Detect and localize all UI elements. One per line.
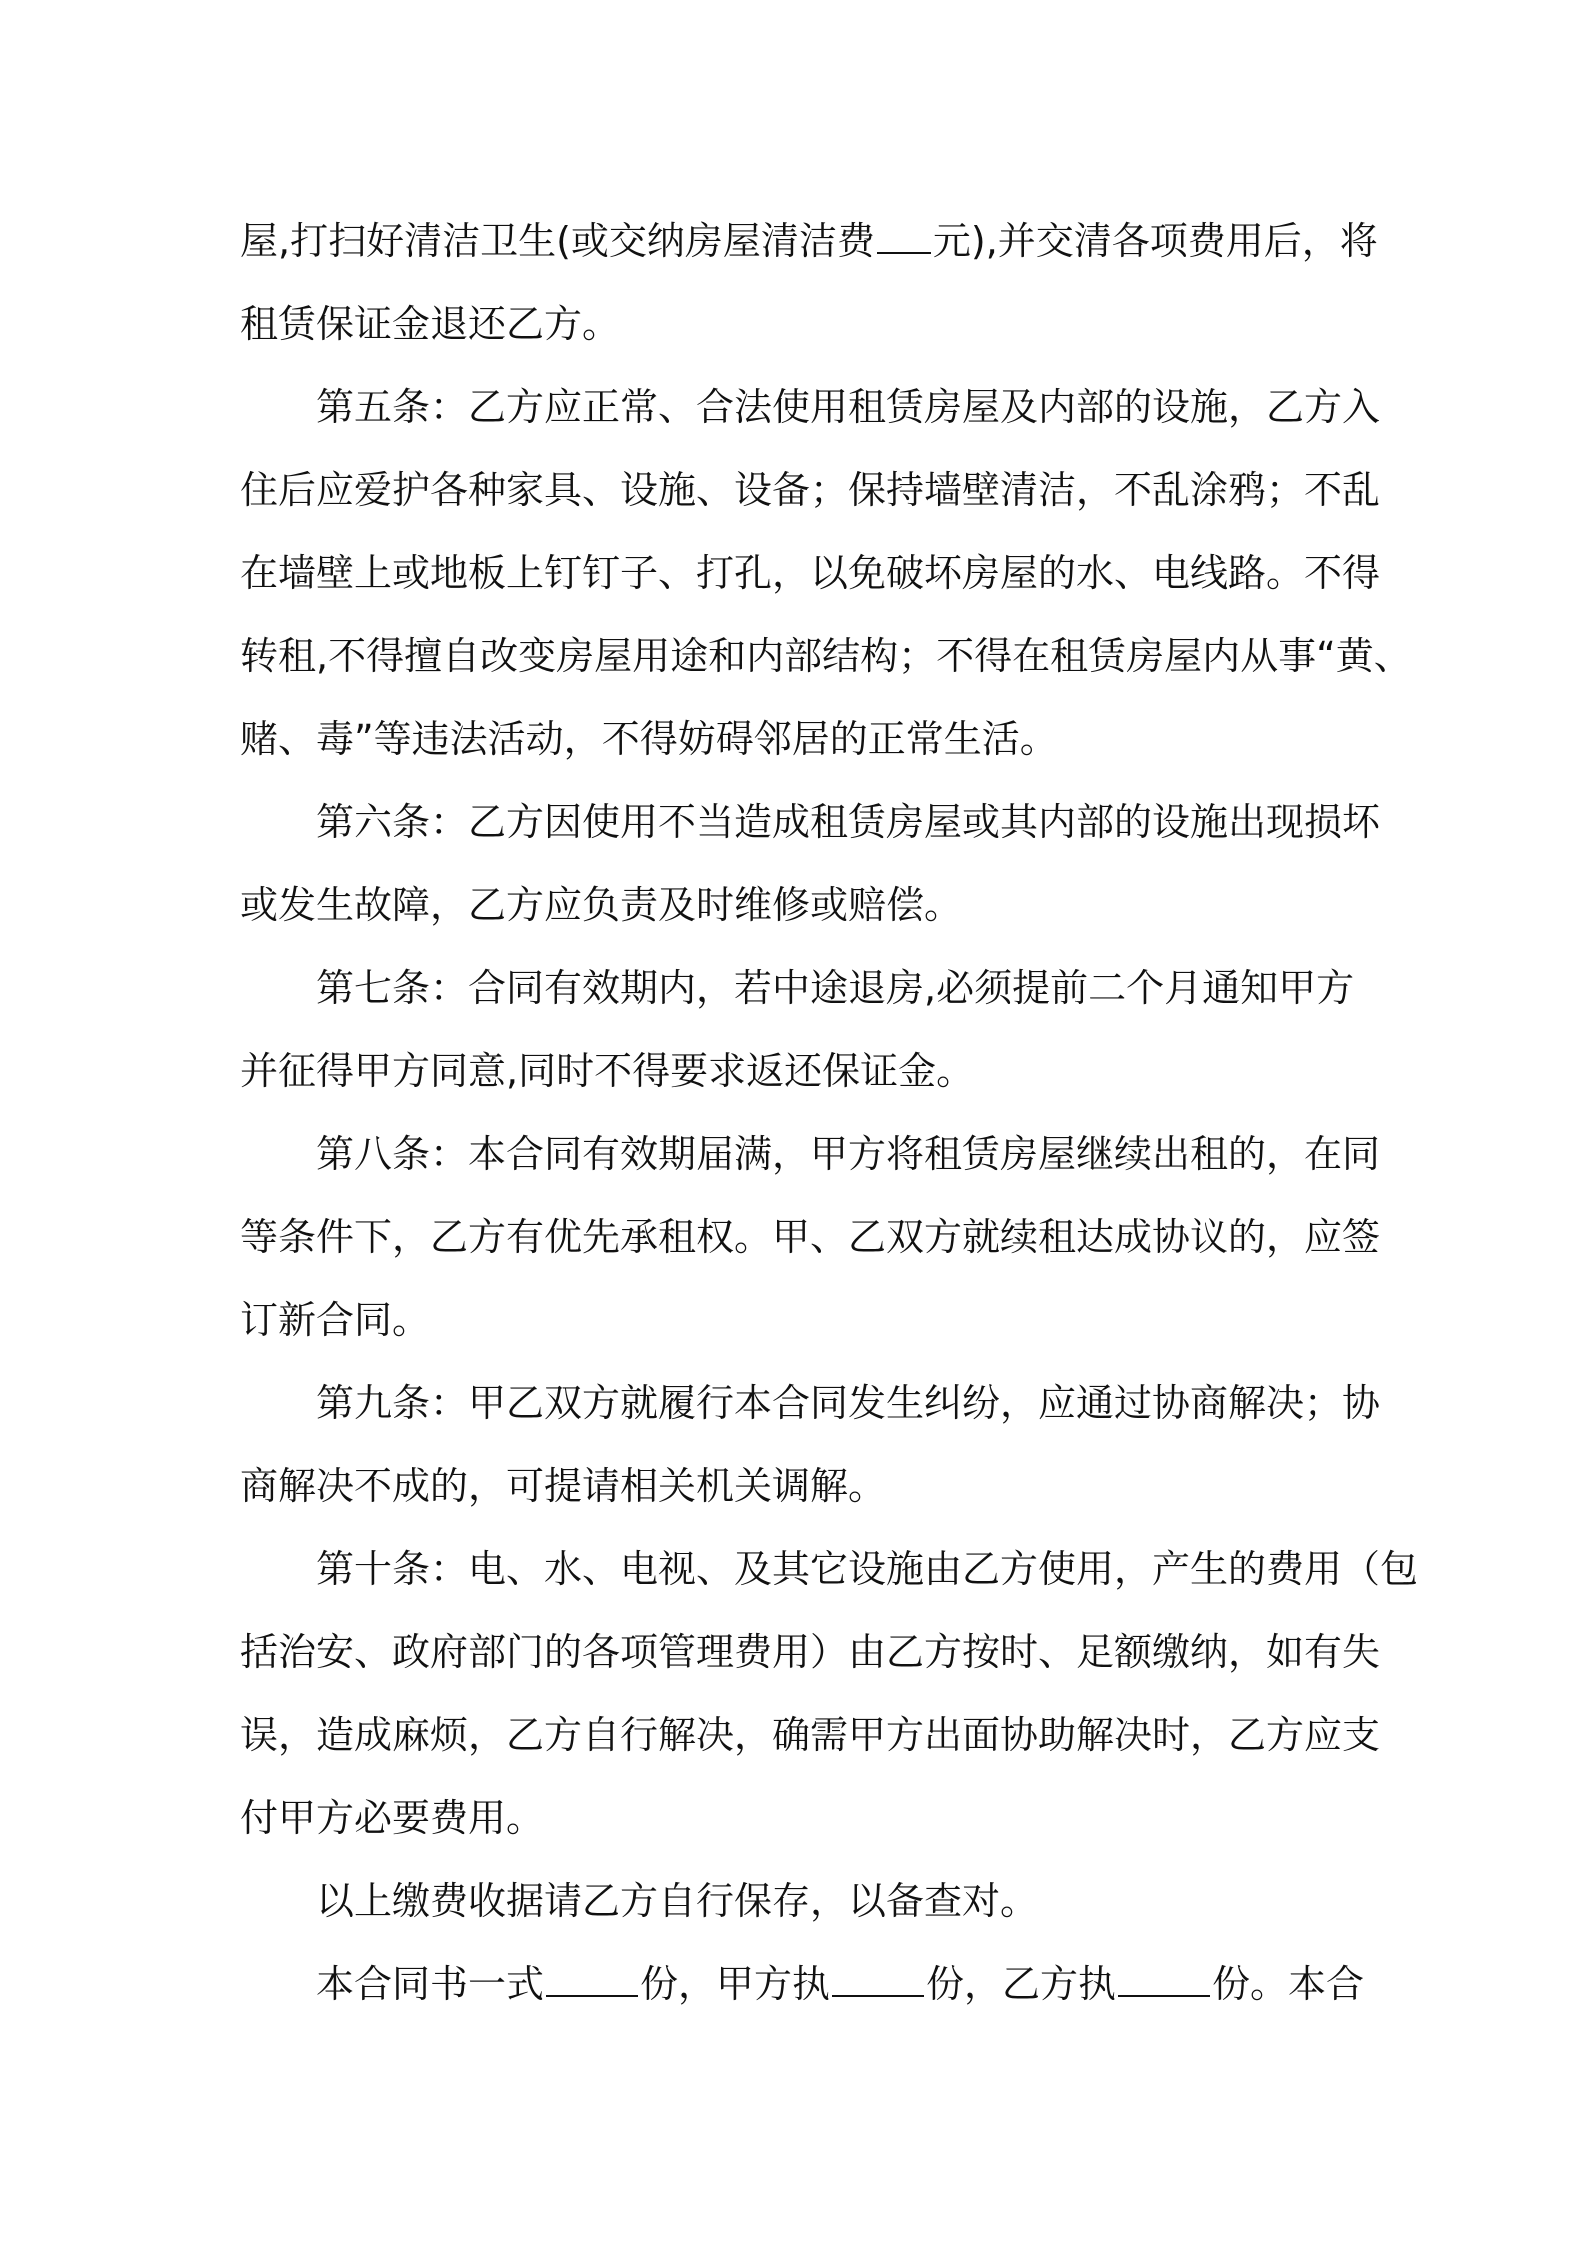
article-6	[240, 781, 1381, 947]
text-line: 订新合同。	[240, 1298, 431, 1342]
text-line: 第八条：本合同有效期届满，甲方将租赁房屋继续出租的，在同	[316, 1132, 1381, 1176]
copies-clause	[240, 1943, 1365, 2026]
text-line: 在墙壁上或地板上钉钉子、打孔，以免破坏房屋的水、电线路。不得	[240, 551, 1381, 595]
text-line: 并征得甲方同意,同时不得要求返还保证金。	[240, 1049, 975, 1093]
text-line: 第十条：电、水、电视、及其它设施由乙方使用，产生的费用（包	[316, 1547, 1419, 1591]
text-segment: 份，乙方执	[926, 1962, 1117, 2006]
text-line: 括治安、政府部门的各项管理费用）由乙方按时、足额缴纳，如有失	[240, 1630, 1381, 1674]
text-line: 第六条：乙方因使用不当造成租赁房屋或其内部的设施出现损坏	[316, 800, 1381, 844]
article-8	[240, 1113, 1381, 1362]
article-10	[240, 1528, 1419, 1860]
text-line: 商解决不成的，可提请相关机关调解。	[240, 1464, 887, 1508]
blank-cleaning-fee	[877, 218, 931, 254]
blank-party-b-copies	[1118, 1961, 1210, 1997]
article-5	[240, 366, 1412, 781]
contract-page	[240, 200, 1419, 2026]
blank-total-copies	[546, 1961, 638, 1997]
receipt-note	[240, 1860, 1360, 1943]
text-line: 误，造成麻烦，乙方自行解决，确需甲方出面协助解决时，乙方应支	[240, 1713, 1381, 1757]
text-line	[240, 200, 1378, 283]
text-line: 付甲方必要费用。	[240, 1796, 545, 1840]
text-line	[240, 1943, 1365, 2026]
article-7	[240, 947, 1360, 1113]
text-line: 或发生故障，乙方应负责及时维修或赔偿。	[240, 883, 963, 927]
paragraph-deposit-return	[240, 200, 1378, 366]
text-line: 租赁保证金退还乙方。	[240, 302, 621, 346]
text-line: 转租,不得擅自改变房屋用途和内部结构；不得在租赁房屋内从事“黄、	[240, 634, 1412, 678]
text-segment: 元),并交清各项费用后，将	[932, 219, 1378, 263]
text-line: 住后应爱护各种家具、设施、设备；保持墙壁清洁，不乱涂鸦；不乱	[240, 468, 1381, 512]
text-line: 等条件下，乙方有优先承租权。甲、乙双方就续租达成协议的，应签	[240, 1215, 1381, 1259]
text-line: 以上缴费收据请乙方自行保存，以备查对。	[316, 1879, 1039, 1923]
article-9	[240, 1362, 1381, 1528]
text-segment: 本合同书一式	[316, 1962, 545, 2006]
blank-party-a-copies	[832, 1961, 924, 1997]
text-segment: 份。本合	[1212, 1962, 1365, 2006]
text-segment: 屋,打扫好清洁卫生(或交纳房屋清洁费	[240, 219, 875, 263]
text-line: 第五条：乙方应正常、合法使用租赁房屋及内部的设施，乙方入	[316, 385, 1381, 429]
text-line: 第七条：合同有效期内，若中途退房,必须提前二个月通知甲方	[316, 966, 1355, 1010]
text-line: 第九条：甲乙双方就履行本合同发生纠纷，应通过协商解决；协	[316, 1381, 1381, 1425]
text-line: 赌、毒”等违法活动，不得妨碍邻居的正常生活。	[240, 717, 1058, 761]
text-segment: 份，甲方执	[640, 1962, 831, 2006]
